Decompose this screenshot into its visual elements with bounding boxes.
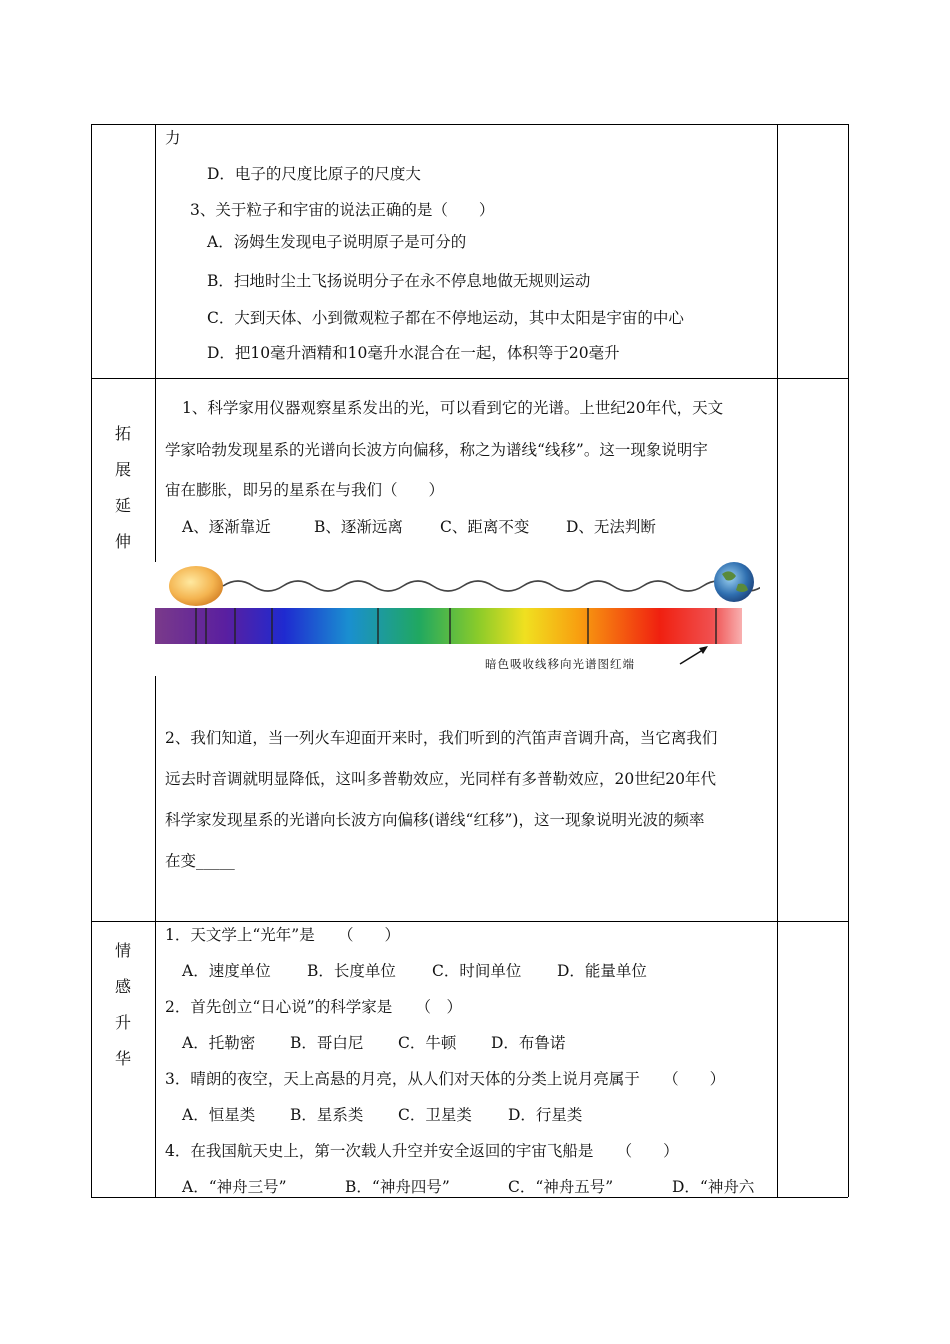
option-c: C．“神舟五号” [508, 1178, 614, 1196]
side-char: 感 [114, 977, 131, 996]
table-bottom-border [91, 1197, 848, 1198]
side-char: 升 [114, 1013, 131, 1032]
option-c: C．大到天体、小到微观粒子都在不停地运动，其中太阳是宇宙的中心 [207, 309, 684, 327]
earth-icon [714, 562, 754, 602]
table-right-border [848, 124, 849, 1197]
spectrum-bar [155, 608, 742, 644]
option-d: D．能量单位 [557, 962, 647, 980]
option-b: B、逐渐远离 [314, 518, 403, 536]
question-3: 3、关于粒子和宇宙的说法正确的是（ ） [190, 201, 495, 219]
option-d: D．把10毫升酒精和10毫升水混合在一起，体积等于20毫升 [207, 344, 620, 362]
question-text: 1．天文学上“光年”是 （ ） [165, 926, 400, 944]
question-text: 4．在我国航天史上，第一次载人升空并安全返回的宇宙飞船是 （ ） [165, 1142, 679, 1160]
figure-caption: 暗色吸收线移向光谱图红端 [485, 657, 635, 671]
galaxy-icon [169, 566, 223, 606]
column-divider-right [777, 124, 778, 1197]
column-divider-left [155, 124, 156, 562]
option-b: B．哥白尼 [290, 1034, 364, 1052]
side-char: 拓 [114, 424, 131, 443]
option-a: A、逐渐靠近 [182, 518, 271, 536]
row-divider-2 [91, 921, 848, 922]
spectrum-illustration [150, 560, 760, 680]
side-label-emotion [110, 933, 136, 1077]
question-text: 2．首先创立“日心说”的科学家是 （ ） [165, 998, 462, 1016]
redshift-spectrum-figure [150, 560, 760, 680]
option-b: B．“神舟四号” [345, 1178, 450, 1196]
question-2-line-2: 远去时音调就明显降低，这叫多普勒效应，光同样有多普勒效应，20世纪20年代 [165, 770, 716, 788]
table-left-border [91, 124, 92, 1197]
option-b: B．扫地时尘土飞扬说明分子在永不停息地做无规则运动 [207, 272, 591, 290]
option-d: D．布鲁诺 [491, 1034, 566, 1052]
option-c: C．卫星类 [398, 1106, 472, 1124]
question-text: 3．晴朗的夜空，天上高悬的月亮，从人们对天体的分类上说月亮属于 （ ） [165, 1070, 726, 1088]
option-d: D．行星类 [508, 1106, 583, 1124]
text-line: 力 [165, 129, 181, 147]
question-2-line-1: 2、我们知道，当一列火车迎面开来时，我们听到的汽笛声音调升高，当它离我们 [165, 729, 718, 747]
column-divider-left-lower [155, 676, 156, 1197]
option-d: D、无法判断 [566, 518, 656, 536]
side-char: 延 [114, 496, 131, 515]
side-char: 展 [114, 460, 131, 479]
question-1-line-1: 1、科学家用仪器观察星系发出的光，可以看到它的光谱。上世纪20年代，天文 [182, 399, 724, 417]
side-label-extension [110, 416, 136, 560]
option-b: B．长度单位 [307, 962, 396, 980]
side-char: 伸 [114, 532, 131, 551]
question-1-line-2: 学家哈勃发现星系的光谱向长波方向偏移，称之为谱线“线移”。这一现象说明宇 [165, 441, 708, 459]
option-a: A．汤姆生发现电子说明原子是可分的 [207, 233, 467, 251]
option-c: C．牛顿 [398, 1034, 457, 1052]
option-a: A．速度单位 [182, 962, 271, 980]
side-char: 华 [114, 1049, 131, 1068]
option-d: D．“神舟六 [672, 1178, 755, 1196]
option-a: A．“神舟三号” [182, 1178, 287, 1196]
question-2-line-4: 在变_____ [165, 852, 235, 870]
side-char: 情 [114, 941, 131, 960]
question-1-line-3: 宙在膨胀，即另的星系在与我们（ ） [165, 481, 445, 499]
option-b: B．星系类 [290, 1106, 364, 1124]
option-c: C、距离不变 [440, 518, 530, 536]
option-c: C．时间单位 [432, 962, 522, 980]
table-top-border [91, 124, 848, 125]
row-divider-1 [91, 378, 848, 379]
option-a: A．恒星类 [182, 1106, 256, 1124]
option-a: A．托勒密 [182, 1034, 256, 1052]
wave-line [223, 581, 760, 591]
option-d: D．电子的尺度比原子的尺度大 [207, 165, 421, 183]
question-2-line-3: 科学家发现星系的光谱向长波方向偏移(谱线“红移”)，这一现象说明光波的频率 [165, 811, 705, 829]
